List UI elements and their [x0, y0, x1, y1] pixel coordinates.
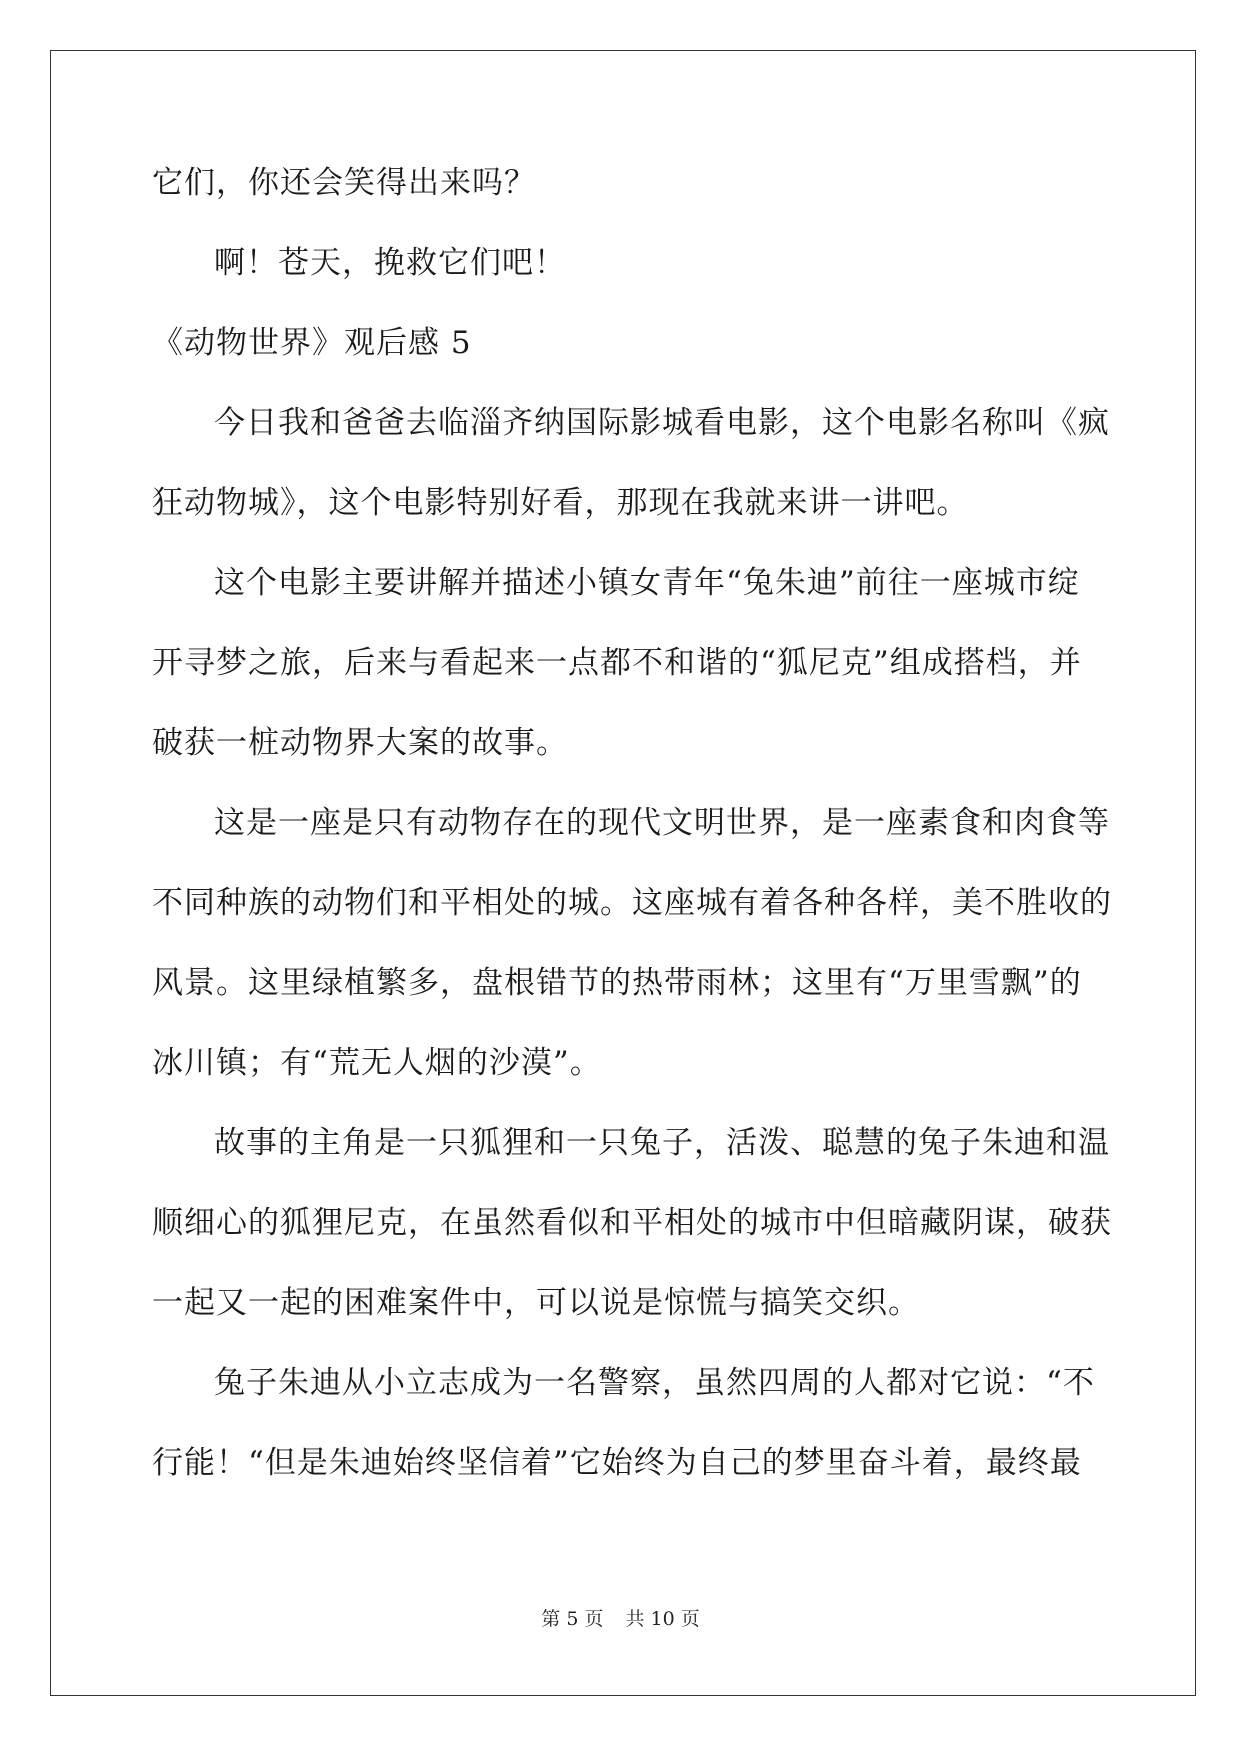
text-line: 顺细心的狐狸尼克，在虽然看似和平相处的城市中但暗藏阴谋，破获 [152, 1205, 1112, 1241]
page-total: 共 10 页 [625, 1608, 700, 1630]
text-line: 这个电影主要讲解并描述小镇女青年“兔朱迪”前往一座城市绽 [214, 565, 1080, 601]
text-line: 不同种族的动物们和平相处的城。这座城有着各种各样，美不胜收的 [152, 885, 1112, 921]
text-line: 故事的主角是一只狐狸和一只兔子，活泼、聪慧的兔子朱迪和温 [214, 1125, 1110, 1161]
document-body [152, 163, 1112, 1523]
section-heading: 《动物世界》观后感 5 [152, 325, 472, 361]
text-line: 啊！苍天，挽救它们吧！ [214, 245, 566, 281]
text-line: 狂动物城》，这个电影特别好看，那现在我就来讲一讲吧。 [152, 485, 969, 521]
text-line: 冰川镇；有“荒无人烟的沙漠”。 [152, 1045, 602, 1081]
text-line: 破获一桩动物界大案的故事。 [152, 725, 568, 761]
text-line: 今日我和爸爸去临淄齐纳国际影城看电影，这个电影名称叫《疯 [214, 405, 1110, 441]
text-line: 开寻梦之旅，后来与看起来一点都不和谐的“狐尼克”组成搭档，并 [152, 645, 1082, 681]
text-line: 行能！“但是朱迪始终坚信着”它始终为自己的梦里奋斗着，最终最 [152, 1445, 1082, 1481]
text-line: 兔子朱迪从小立志成为一名警察，虽然四周的人都对它说：“不 [214, 1365, 1095, 1401]
text-line: 它们，你还会笑得出来吗？ [152, 165, 536, 201]
text-line: 这是一座是只有动物存在的现代文明世界，是一座素食和肉食等 [214, 805, 1110, 841]
text-line: 风景。这里绿植繁多，盘根错节的热带雨林；这里有“万里雪飘”的 [152, 965, 1082, 1001]
page-footer [0, 1607, 1241, 1631]
text-line: 一起又一起的困难案件中，可以说是惊慌与搞笑交织。 [152, 1285, 920, 1321]
page-number: 第 5 页 [541, 1608, 604, 1630]
